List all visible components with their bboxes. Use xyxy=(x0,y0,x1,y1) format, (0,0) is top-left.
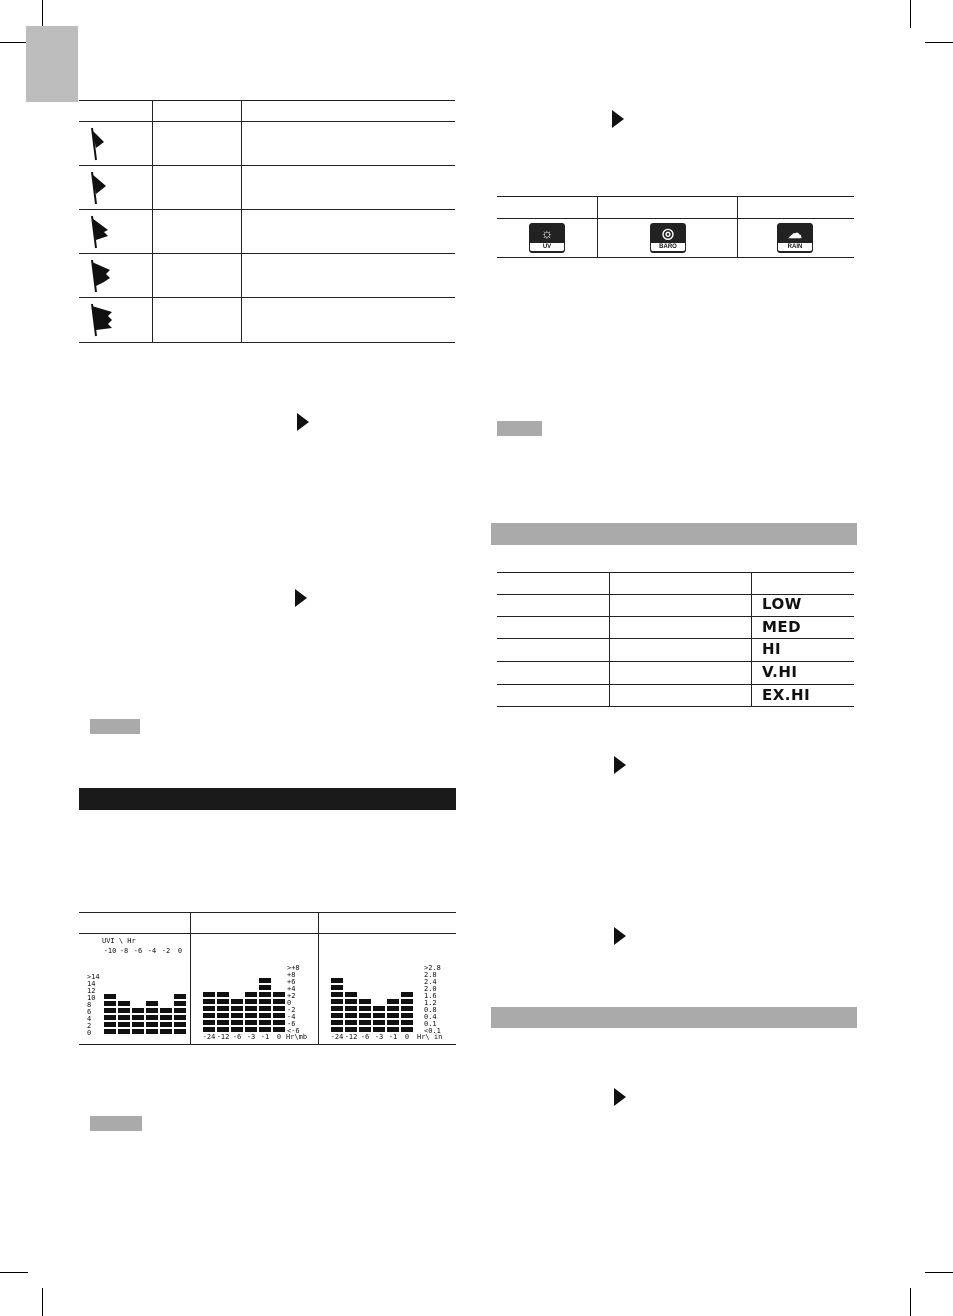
bar-segment xyxy=(273,1027,285,1032)
bar-segment xyxy=(104,994,116,999)
bar-segment xyxy=(259,1020,271,1025)
x-tick-label: -4 xyxy=(147,947,157,955)
bar-segment xyxy=(273,999,285,1004)
bar-segment xyxy=(104,1029,116,1034)
bar-segment xyxy=(401,1013,413,1018)
bar-segment xyxy=(373,1020,385,1025)
bar-segment xyxy=(160,1029,172,1034)
sun-icon: ☼ UV xyxy=(529,223,565,253)
section-heading-bar xyxy=(79,788,456,810)
bar-segment xyxy=(146,1008,158,1013)
bar-segment xyxy=(203,1020,215,1025)
x-tick-label: -6 xyxy=(133,947,143,955)
bar-segment xyxy=(217,1013,229,1018)
bar-segment xyxy=(217,992,229,997)
bar-segment xyxy=(203,999,215,1004)
bar--4 xyxy=(146,1001,158,1034)
bar--12 xyxy=(345,992,357,1032)
bar-segment xyxy=(160,1008,172,1013)
y-tick-label: 2.0 xyxy=(424,985,437,993)
rain-cloud-icon: ☁ RAIN xyxy=(777,223,813,253)
bar-segment xyxy=(245,1020,257,1025)
bar-segment xyxy=(345,1027,357,1032)
y-tick-label: -6 xyxy=(287,1020,296,1028)
bar-segment xyxy=(331,1027,343,1032)
y-tick-label: 10 xyxy=(87,994,96,1002)
bar--1 xyxy=(387,999,399,1032)
play-arrow-icon xyxy=(295,589,307,607)
y-tick-label: 2 xyxy=(87,1022,92,1030)
bar-segment xyxy=(359,1006,371,1011)
bar-segment xyxy=(245,999,257,1004)
bar-segment xyxy=(174,994,186,999)
x-tick-label: -1 xyxy=(260,1033,270,1040)
uv-level-hi: HI xyxy=(762,640,782,658)
bar-segment xyxy=(118,1029,130,1034)
bar-segment xyxy=(217,1006,229,1011)
y-tick-label: 0.8 xyxy=(424,1006,437,1014)
y-tick-label: 2.4 xyxy=(424,978,437,986)
bar-segment xyxy=(273,1020,285,1025)
x-tick-label: -24 xyxy=(202,1033,216,1040)
bar-segment xyxy=(245,992,257,997)
chart-header-label: UVI \ Hr xyxy=(102,937,136,945)
bar--6 xyxy=(359,999,371,1032)
bar-segment xyxy=(104,1001,116,1006)
bar-segment xyxy=(373,1006,385,1011)
y-tick-label: 14 xyxy=(87,980,96,988)
bar-segment xyxy=(331,978,343,983)
bar-segment xyxy=(174,1001,186,1006)
uv-level-vhi: V.HI xyxy=(762,663,798,681)
wind-flag-4-icon xyxy=(86,258,114,294)
bar-segment xyxy=(203,1027,215,1032)
y-tick-label: +6 xyxy=(287,978,296,986)
bar-segment xyxy=(118,1022,130,1027)
y-tick-label: >2.8 xyxy=(424,964,441,972)
crop-mark xyxy=(0,42,28,43)
x-tick-label: -6 xyxy=(360,1033,370,1040)
bar--8 xyxy=(118,1001,130,1034)
uv-level-med: MED xyxy=(762,618,802,636)
baro-history-chart xyxy=(196,936,314,1040)
y-tick-label: 2.8 xyxy=(424,971,437,979)
y-tick-label: +4 xyxy=(287,985,296,993)
x-tick-label: -2 xyxy=(161,947,171,955)
y-tick-label: 0.1 xyxy=(424,1020,437,1028)
bar--3 xyxy=(245,992,257,1032)
x-tick-label: -12 xyxy=(216,1033,230,1040)
play-arrow-icon xyxy=(612,110,624,128)
bar-segment xyxy=(259,1006,271,1011)
bar-segment xyxy=(373,1013,385,1018)
bar-segment xyxy=(259,999,271,1004)
wind-flag-3-icon xyxy=(86,214,114,250)
bar-segment xyxy=(132,1015,144,1020)
note-label-box xyxy=(90,719,140,734)
y-tick-label: <0.1 xyxy=(424,1027,441,1035)
bar-segment xyxy=(203,1013,215,1018)
bar-segment xyxy=(132,1029,144,1034)
uv-level-exhi: EX.HI xyxy=(762,686,811,704)
bar-segment xyxy=(401,992,413,997)
bar-segment xyxy=(203,1006,215,1011)
x-tick-label: -6 xyxy=(232,1033,242,1040)
uv-icon-label: UV xyxy=(530,243,564,251)
bar-segment xyxy=(259,1027,271,1032)
bar-segment xyxy=(231,1013,243,1018)
bar-segment xyxy=(401,1020,413,1025)
bar-segment xyxy=(160,1015,172,1020)
x-tick-label: -12 xyxy=(344,1033,358,1040)
uv-history-chart xyxy=(82,936,188,1040)
crop-mark xyxy=(910,0,911,28)
bar-segment xyxy=(132,1008,144,1013)
bar-segment xyxy=(359,999,371,1004)
play-arrow-icon xyxy=(297,413,309,431)
bar-0 xyxy=(273,992,285,1032)
bar-segment xyxy=(401,999,413,1004)
bar-segment xyxy=(174,1029,186,1034)
bar-segment xyxy=(387,999,399,1004)
bar-segment xyxy=(401,1027,413,1032)
x-tick-label: -3 xyxy=(246,1033,256,1040)
bar-segment xyxy=(345,999,357,1004)
x-tick-label: -24 xyxy=(330,1033,344,1040)
bar--6 xyxy=(132,1008,144,1034)
bar--3 xyxy=(373,1006,385,1032)
bar-segment xyxy=(160,1022,172,1027)
bar-segment xyxy=(174,1008,186,1013)
bar-segment xyxy=(118,1001,130,1006)
bar--10 xyxy=(104,994,116,1034)
note-label-box xyxy=(90,1116,142,1131)
bar-segment xyxy=(259,985,271,990)
bar--24 xyxy=(331,978,343,1032)
bar-segment xyxy=(359,1027,371,1032)
bar-0 xyxy=(401,992,413,1032)
bar-0 xyxy=(174,994,186,1034)
bar--6 xyxy=(231,999,243,1032)
bar-segment xyxy=(331,992,343,997)
x-tick-label: 0 xyxy=(276,1033,282,1040)
bar-segment xyxy=(245,1027,257,1032)
y-tick-label: <-6 xyxy=(287,1027,300,1035)
bar-segment xyxy=(345,1020,357,1025)
x-tick-label: -1 xyxy=(388,1033,398,1040)
bar-segment xyxy=(259,1013,271,1018)
bar-segment xyxy=(174,1022,186,1027)
crop-mark xyxy=(42,1288,43,1316)
bar-segment xyxy=(259,992,271,997)
play-arrow-icon xyxy=(614,1088,626,1106)
bar--2 xyxy=(160,1008,172,1034)
bar-segment xyxy=(273,992,285,997)
y-tick-label: >14 xyxy=(87,973,100,981)
y-tick-label: 12 xyxy=(87,987,96,995)
barometer-icon: ◎ BARO xyxy=(650,223,686,253)
bar-segment xyxy=(387,1020,399,1025)
bar-segment xyxy=(231,1020,243,1025)
x-unit-label: Hr\mb xyxy=(286,1033,308,1040)
bar-segment xyxy=(217,1020,229,1025)
baro-icon-label: BARO xyxy=(651,243,685,251)
y-tick-label: 4 xyxy=(87,1015,92,1023)
bar-segment xyxy=(387,1013,399,1018)
bar-segment xyxy=(259,978,271,983)
bar-segment xyxy=(331,999,343,1004)
bar-segment xyxy=(217,999,229,1004)
y-tick-label: 0 xyxy=(287,999,292,1007)
bar-segment xyxy=(104,1015,116,1020)
x-tick-label: -3 xyxy=(374,1033,384,1040)
bar-segment xyxy=(104,1022,116,1027)
bar-segment xyxy=(245,1006,257,1011)
bar-segment xyxy=(203,992,215,997)
bar-segment xyxy=(401,1006,413,1011)
x-tick-label: -8 xyxy=(119,947,129,955)
y-tick-label: 0.4 xyxy=(424,1013,437,1021)
rain-icon-label: RAIN xyxy=(778,243,812,251)
x-tick-label: 0 xyxy=(404,1033,410,1040)
bar-segment xyxy=(373,1027,385,1032)
section-heading-bar xyxy=(491,523,857,545)
bar-segment xyxy=(331,985,343,990)
bar-segment xyxy=(146,1015,158,1020)
x-tick-label: -10 xyxy=(103,947,117,955)
y-tick-label: +8 xyxy=(287,971,296,979)
bar-segment xyxy=(345,1006,357,1011)
wind-flag-5-icon xyxy=(86,302,116,338)
y-tick-label: 1.2 xyxy=(424,999,437,1007)
rain-history-chart xyxy=(324,936,452,1040)
bar-segment xyxy=(104,1008,116,1013)
y-tick-label: -4 xyxy=(287,1013,296,1021)
wind-flag-1-icon xyxy=(86,126,114,162)
y-tick-label: >+8 xyxy=(287,964,300,972)
bar-segment xyxy=(359,1020,371,1025)
y-tick-label: +2 xyxy=(287,992,296,1000)
crop-mark xyxy=(0,1272,28,1273)
y-tick-label: 1.6 xyxy=(424,992,437,1000)
y-tick-label: 0 xyxy=(87,1029,92,1037)
y-tick-label: 8 xyxy=(87,1001,92,1009)
bar-segment xyxy=(245,1013,257,1018)
y-tick-label: 6 xyxy=(87,1008,92,1016)
bar-segment xyxy=(231,1027,243,1032)
crop-mark xyxy=(42,0,43,28)
play-arrow-icon xyxy=(614,927,626,945)
language-tab xyxy=(26,26,78,102)
bar-segment xyxy=(217,1027,229,1032)
bar-segment xyxy=(359,1013,371,1018)
bar--12 xyxy=(217,992,229,1032)
bar-segment xyxy=(146,1001,158,1006)
bar-segment xyxy=(345,1013,357,1018)
wind-flag-2-icon xyxy=(86,170,114,206)
uv-level-low: LOW xyxy=(762,595,802,613)
bar-segment xyxy=(387,1006,399,1011)
section-heading-bar xyxy=(491,1007,857,1028)
y-tick-label: -2 xyxy=(287,1006,296,1014)
bar-segment xyxy=(146,1029,158,1034)
bar-segment xyxy=(273,1013,285,1018)
bar-segment xyxy=(387,1027,399,1032)
bar-segment xyxy=(118,1008,130,1013)
play-arrow-icon xyxy=(614,756,626,774)
bar-segment xyxy=(231,999,243,1004)
x-unit-label: Hr\ in xyxy=(417,1033,443,1040)
bar-segment xyxy=(231,1006,243,1011)
crop-mark xyxy=(925,42,953,43)
bar-segment xyxy=(345,992,357,997)
crop-mark xyxy=(910,1288,911,1316)
x-tick-label: 0 xyxy=(177,947,183,955)
note-label-box xyxy=(497,421,542,436)
bar-segment xyxy=(273,1006,285,1011)
bar-segment xyxy=(132,1022,144,1027)
bar-segment xyxy=(331,1006,343,1011)
bar--24 xyxy=(203,992,215,1032)
bar-segment xyxy=(118,1015,130,1020)
bar-segment xyxy=(331,1013,343,1018)
bar-segment xyxy=(331,1020,343,1025)
bar-segment xyxy=(146,1022,158,1027)
crop-mark xyxy=(925,1272,953,1273)
bar--1 xyxy=(259,978,271,1032)
bar-segment xyxy=(174,1015,186,1020)
